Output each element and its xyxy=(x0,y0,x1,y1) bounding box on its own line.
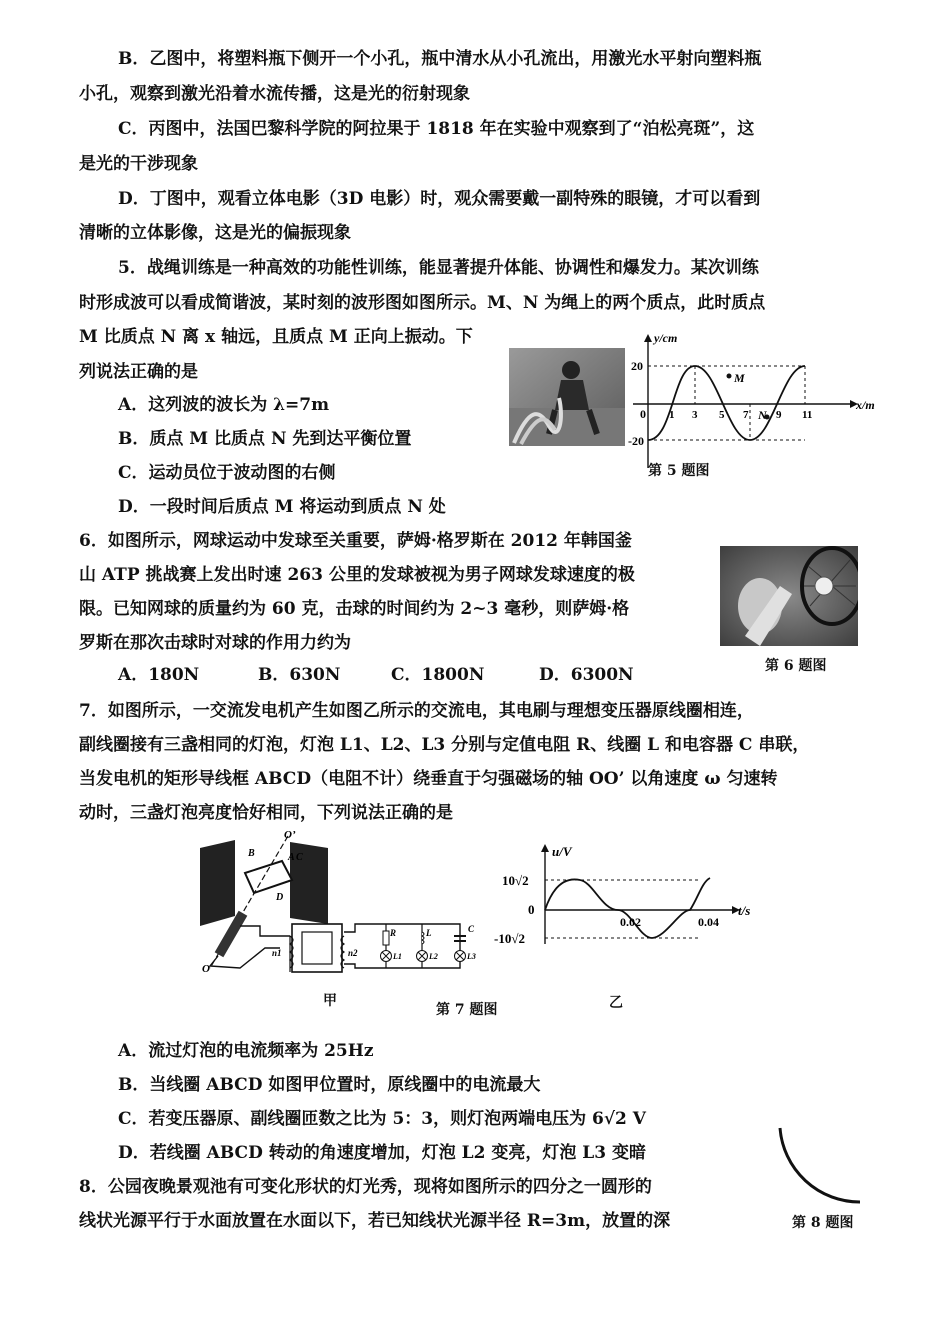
origin-label: 0 xyxy=(640,407,646,421)
x-tick-5: 5 xyxy=(719,409,725,421)
label-r: R xyxy=(390,928,397,938)
q7-stem-line2: 副线圈接有三盏相同的灯泡，灯泡 L1、L2、L3 分别与定值电阻 R、线圈 L 和电容器 C 串联， xyxy=(79,735,810,755)
q7-stem-line1: 7．如图所示，一交流发电机产生如图乙所示的交流电，其电刷与理想变压器原线圈相连， xyxy=(79,701,754,721)
transformer-window xyxy=(302,932,332,964)
q5-caption: 第 5 题图 xyxy=(648,463,710,479)
q5-stem-line2: 时形成波可以看成简谐波，某时刻的波形图如图所示。M、N 为绳上的两个质点，此时质点 xyxy=(79,293,766,313)
q6-stem-line3: 限。已知网球的质量约为 60 克，击球的时间约为 2~3 毫秒，则萨姆·格 xyxy=(79,599,630,619)
quarter-circle-arc xyxy=(780,1128,860,1202)
q6-option-d: D．6300N xyxy=(539,665,634,685)
coil-abcd xyxy=(245,861,292,893)
q4-option-b-line1: B．乙图中，将塑料瓶下侧开一个小孔，瓶中清水从小孔流出，用激光水平射向塑料瓶 xyxy=(118,49,762,69)
origin-label: 0 xyxy=(528,902,535,917)
q8-quarter-circle-figure xyxy=(770,1120,870,1210)
point-n-label: N xyxy=(758,408,767,422)
q6-option-c: C．1800N xyxy=(391,665,485,685)
q4-option-b-line2: 小孔，观察到激光沿着水流传播，这是光的衍射现象 xyxy=(79,84,470,104)
q5-stem-line4: 列说法正确的是 xyxy=(79,362,198,382)
label-d: D xyxy=(276,892,284,903)
q7-fig-a-label: 甲 xyxy=(323,993,337,1009)
q4-option-c-line1: C．丙图中，法国巴黎科学院的阿拉果于 1818 年在实验中观察到了“泊松亮斑”，这 xyxy=(118,119,755,139)
x-tick-3: 3 xyxy=(692,409,698,421)
q6-stem-line2: 山 ATP 挑战赛上发出时速 263 公里的发球被视为男子网球发球速度的极 xyxy=(79,565,635,585)
u-max-label: 10√2 xyxy=(502,873,529,888)
q6-stem-line1: 6．如图所示，网球运动中发球至关重要，萨姆·格罗斯在 2012 年韩国釜 xyxy=(79,531,632,551)
q7-fig-b-label: 乙 xyxy=(609,995,623,1011)
y-axis-label: y/cm xyxy=(654,331,678,345)
point-m-label: M xyxy=(734,371,745,385)
q5-option-a: A．这列波的波长为 λ=7m xyxy=(118,395,330,415)
q4-option-d-line2: 清晰的立体影像，这是光的偏振现象 xyxy=(79,223,351,243)
q4-option-d-line1: D．丁图中，观看立体电影（3D 电影）时，观众需要戴一副特殊的眼镜，才可以看到 xyxy=(118,189,761,209)
voltage-curve xyxy=(545,878,710,938)
u-axis-label: u/V xyxy=(552,844,572,859)
label-c: C xyxy=(296,852,303,863)
transformer-core xyxy=(292,924,342,972)
q7-option-b: B．当线圈 ABCD 如图甲位置时，原线圈中的电流最大 xyxy=(118,1075,541,1095)
q6-tennis-photo xyxy=(720,546,858,646)
q8-stem-line2: 线状光源平行于水面放置在水面以下，若已知线状光源半径 R=3m，放置的深 xyxy=(79,1211,671,1231)
q5-stem-line1: 5．战绳训练是一种高效的功能性训练，能显著提升体能、协调性和爆发力。某次训练 xyxy=(118,258,759,278)
inductor-l-icon xyxy=(422,932,424,944)
brush-wire-2 xyxy=(240,926,290,936)
label-l1: L1 xyxy=(393,952,402,961)
label-l: L xyxy=(426,928,432,938)
q7-option-d: D．若线圈 ABCD 转动的角速度增加，灯泡 L2 变亮，灯泡 L3 变暗 xyxy=(118,1143,646,1163)
label-o-prime: O’ xyxy=(284,829,296,841)
t2-label: 0.04 xyxy=(698,915,719,929)
q7-stem-line4: 动时，三盏灯泡亮度恰好相同，下列说法正确的是 xyxy=(79,803,453,823)
u-axis-arrow-icon xyxy=(541,844,549,852)
q7-option-c: C．若变压器原、副线圈匝数之比为 5：3，则灯泡两端电压为 6√2 V xyxy=(118,1109,646,1129)
q5-athlete-photo xyxy=(509,348,625,446)
q6-caption: 第 6 题图 xyxy=(765,658,827,674)
q8-stem-line1: 8．公园夜晚景观池有可变化形状的灯光秀，现将如图所示的四分之一圆形的 xyxy=(79,1177,652,1197)
x-tick-7: 7 xyxy=(743,409,749,421)
label-b: B xyxy=(248,848,255,859)
label-cap: C xyxy=(468,924,475,934)
q7-caption: 第 7 题图 xyxy=(436,1002,498,1018)
secondary-circuit xyxy=(344,924,460,968)
q7-option-a: A．流过灯泡的电流频率为 25Hz xyxy=(118,1041,374,1061)
q5-option-c: C．运动员位于波动图的右侧 xyxy=(118,463,336,483)
label-o: O xyxy=(202,963,210,975)
y-tick-top: 20 xyxy=(631,359,643,373)
magnet-north-icon xyxy=(200,840,235,926)
x-tick-1: 1 xyxy=(669,409,675,421)
label-l3: L3 xyxy=(467,952,476,961)
x-axis-label: x/m xyxy=(856,398,875,412)
resistor-r-icon xyxy=(383,931,389,945)
q8-caption: 第 8 题图 xyxy=(792,1215,854,1231)
q5-stem-line3: M 比质点 N 离 x 轴远，且质点 M 正向上振动。下 xyxy=(79,327,473,347)
q5-wave-graph xyxy=(628,330,883,475)
y-axis-arrow-icon xyxy=(644,334,652,342)
label-a: A xyxy=(288,852,295,863)
q7-generator-figure xyxy=(190,828,490,1008)
q6-option-a: A．180N xyxy=(118,665,200,685)
q6-stem-line4: 罗斯在那次击球时对球的作用力约为 xyxy=(79,633,351,653)
x-tick-11: 11 xyxy=(802,409,813,421)
label-l2: L2 xyxy=(429,952,438,961)
t-axis-label: t/s xyxy=(738,903,751,918)
q5-option-b: B．质点 M 比质点 N 先到达平衡位置 xyxy=(118,429,412,449)
label-n1: n1 xyxy=(272,948,282,958)
t1-label: 0.02 xyxy=(620,915,641,929)
point-m-dot xyxy=(727,374,732,379)
q7-voltage-graph xyxy=(490,838,780,948)
q6-option-b: B．630N xyxy=(258,665,341,685)
y-tick-bottom: -20 xyxy=(628,434,644,448)
label-n2: n2 xyxy=(348,948,358,958)
x-tick-9: 9 xyxy=(776,409,782,421)
u-min-label: -10√2 xyxy=(494,931,525,946)
q7-stem-line3: 当发电机的矩形导线框 ABCD（电阻不计）绕垂直于匀强磁场的轴 OO’ 以角速度 ω 匀速转 xyxy=(79,769,778,789)
wave-curve xyxy=(648,366,805,440)
q4-option-c-line2: 是光的干涉现象 xyxy=(79,154,198,174)
q5-option-d: D．一段时间后质点 M 将运动到质点 N 处 xyxy=(118,497,446,517)
